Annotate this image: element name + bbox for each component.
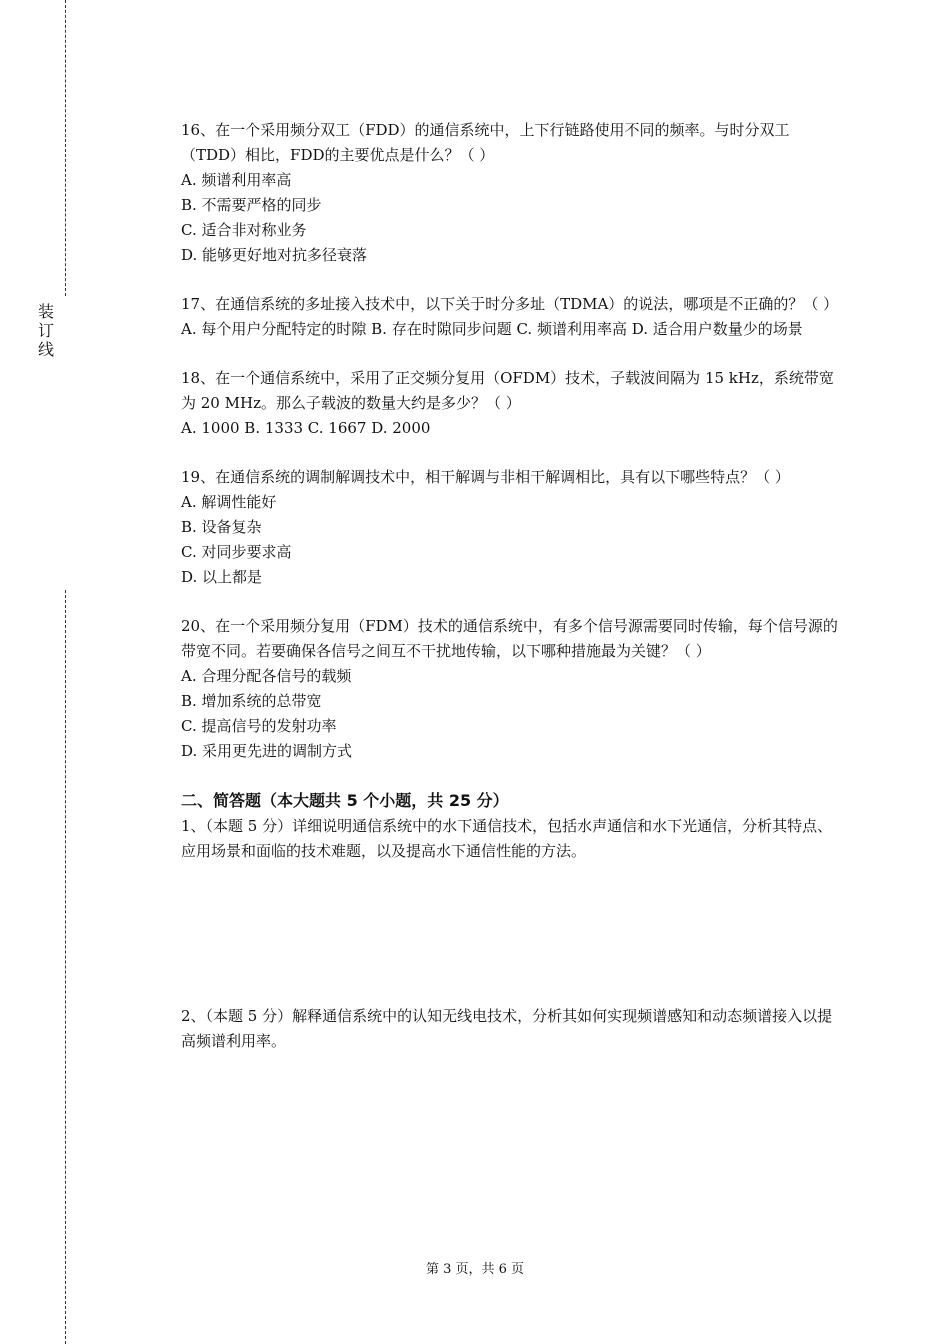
question-options-inline: A. 每个用户分配特定的时隙 B. 存在时隙同步问题 C. 频谱利用率高 D. 适合用户数量少的场景 [181,320,803,338]
option-b: B. 不需要严格的同步 [181,196,322,214]
question-stem: 20、在一个采用频分复用（FDM）技术的通信系统中，有多个信号源需要同时传输，每个信号源的带宽不同。若要确保各信号之间互不干扰地传输，以下哪种措施最为关键？（ ） [181,617,838,660]
option-a: A. 频谱利用率高 [181,171,292,189]
option-d: D. 采用更先进的调制方式 [181,742,353,760]
question-options-inline: A. 1000 B. 1333 C. 1667 D. 2000 [181,419,431,437]
option-c: C. 对同步要求高 [181,543,292,561]
question-16 [181,118,841,268]
option-a: A. 解调性能好 [181,493,277,511]
question-stem: 17、在通信系统的多址接入技术中，以下关于时分多址（TDMA）的说法，哪项是不正确的？（ ） [181,295,839,313]
option-b: B. 设备复杂 [181,518,262,536]
option-d: D. 以上都是 [181,568,263,586]
binding-label: 装订线 [37,302,54,359]
binding-line-bottom [65,590,66,1344]
question-18 [181,366,841,441]
option-d: D. 能够更好地对抗多径衰落 [181,246,368,264]
question-20 [181,614,841,764]
short-answer-2: 2、（本题 5 分）解释通信系统中的认知无线电技术，分析其如何实现频谱感知和动态频谱接入以提高频谱利用率。 [181,1007,833,1050]
question-stem: 19、在通信系统的调制解调技术中，相干解调与非相干解调相比，具有以下哪些特点？（ ） [181,468,790,486]
section-title-short-answer: 二、简答题（本大题共 5 个小题，共 25 分） [181,791,509,810]
option-a: A. 合理分配各信号的载频 [181,667,352,685]
question-19 [181,465,841,590]
binding-line-top [65,0,66,296]
page-footer: 第 3 页，共 6 页 [425,1262,525,1277]
question-stem: 16、在一个采用频分双工（FDD）的通信系统中，上下行链路使用不同的频率。与时分双工（TDD）相比，FDD的主要优点是什么？（ ） [181,121,790,164]
option-c: C. 适合非对称业务 [181,221,307,239]
question-17 [181,292,841,342]
question-stem: 18、在一个通信系统中，采用了正交频分复用（OFDM）技术，子载波间隔为 15 kHz，系统带宽为 20 MHz。那么子载波的数量大约是多少？（ ） [181,369,834,412]
exam-content [181,118,841,1054]
option-b: B. 增加系统的总带宽 [181,692,322,710]
option-c: C. 提高信号的发射功率 [181,717,337,735]
answer-space [181,864,841,1004]
short-answer-1: 1、（本题 5 分）详细说明通信系统中的水下通信技术，包括水声通信和水下光通信，分析其特点、应用场景和面临的技术难题，以及提高水下通信性能的方法。 [181,817,833,860]
